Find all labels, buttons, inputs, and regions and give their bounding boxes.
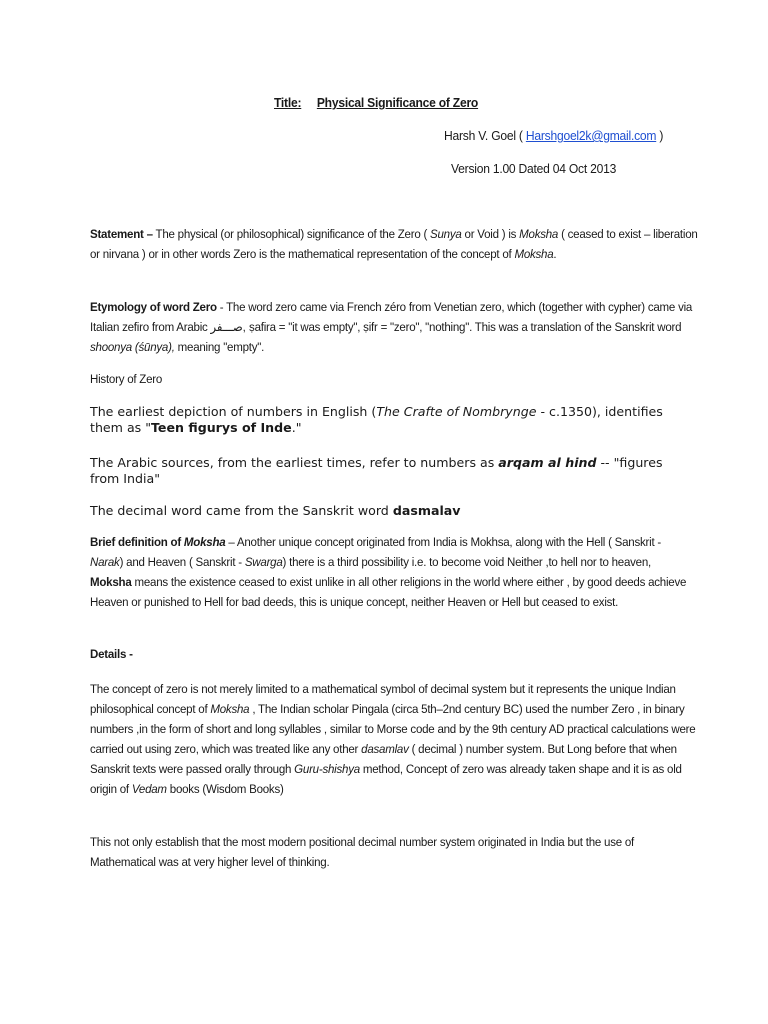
history-p3-text-1: The decimal word came from the Sanskrit word bbox=[90, 503, 393, 518]
history-heading: History of Zero bbox=[90, 372, 163, 386]
brief-text-2: ) and Heaven ( Sanskrit - bbox=[119, 555, 245, 569]
arabic-word: صـــفر bbox=[210, 320, 243, 334]
history-paragraph-3 bbox=[90, 503, 690, 519]
narak-term: Narak bbox=[90, 555, 120, 569]
etymology-label: Etymology of word Zero bbox=[90, 300, 217, 314]
author-line bbox=[444, 128, 663, 143]
teen-figurys-term: Teen figurys of Inde bbox=[151, 420, 292, 435]
document-title bbox=[274, 95, 478, 110]
history-p1-text-3: ." bbox=[291, 420, 302, 435]
history-p2-text-2: -- "figures from India" bbox=[90, 455, 663, 486]
brief-text-1: – Another unique concept originated from India is Mokhsa, along with the Hell ( Sanskrit - bbox=[225, 535, 661, 549]
etymology-text-1: - The word zero came via French zéro from Venetian zero, which (together with cypher) came via Italian zefiro from Arabic bbox=[90, 300, 693, 334]
dasamlav-term: dasamlav bbox=[361, 742, 409, 756]
moksha-term: Moksha bbox=[514, 247, 554, 261]
moksha-term: Moksha bbox=[90, 575, 132, 589]
moksha-term: Moksha bbox=[183, 535, 226, 549]
history-p1-text-2: - c.1350), identifies them as " bbox=[90, 404, 663, 435]
sunya-term: Sunya bbox=[430, 227, 462, 241]
book-title: The Crafte of Nombrynge bbox=[376, 404, 537, 419]
history-paragraph-2 bbox=[90, 455, 690, 487]
history-paragraph-1 bbox=[90, 404, 690, 436]
statement-text-4: . bbox=[553, 247, 557, 261]
details-paragraph-2: This not only establish that the most modern positional decimal number system originated in India but the use of Mathematical was at very higher level of thinking. bbox=[90, 835, 635, 869]
version-line: Version 1.00 Dated 04 Oct 2013 bbox=[451, 161, 617, 176]
brief-label: Brief definition of bbox=[90, 535, 184, 549]
details-p1-text-2: , The Indian scholar Pingala (circa 5th–2nd century BC) used the number Zero , in binary numbers ,in the form of short and long syllables , similar to Morse code and by the 9th century AD practical calculations were carried out using zero, which was treated like any other bbox=[90, 702, 696, 756]
swarga-term: Swarga bbox=[244, 555, 283, 569]
statement-paragraph bbox=[90, 224, 704, 264]
author-email-link[interactable]: Harshgoel2k@gmail.com bbox=[525, 128, 657, 143]
statement-text-2: or Void ) is bbox=[461, 227, 520, 241]
details-p1-text-3: ( decimal ) number system. But Long before that when Sanskrit texts were passed orally through bbox=[90, 742, 677, 776]
dasmalav-term: dasmalav bbox=[392, 503, 461, 518]
guru-shishya-term: Guru-shishya bbox=[294, 762, 360, 776]
history-p2-text-1: The Arabic sources, from the earliest times, refer to numbers as bbox=[90, 455, 499, 470]
statement-text-3: ( ceased to exist – liberation or nirvana ) or in other words Zero is the mathematical representation of the concept of bbox=[90, 227, 698, 261]
details-paragraph-1 bbox=[90, 679, 699, 799]
vedam-term: Vedam bbox=[131, 782, 167, 796]
history-p1-text-1: The earliest depiction of numbers in English ( bbox=[90, 404, 377, 419]
statement-label: Statement – bbox=[90, 227, 153, 241]
author-close: ) bbox=[659, 128, 664, 143]
details-heading-text: Details - bbox=[90, 647, 133, 661]
statement-text-1: The physical (or philosophical) significance of the Zero ( bbox=[152, 227, 431, 241]
brief-text-3: ) there is a third possibility i.e. to become void Neither ,to hell nor to heaven, bbox=[282, 555, 651, 569]
arqam-al-hind-term: arqam al hind bbox=[498, 455, 597, 470]
details-heading bbox=[90, 647, 133, 661]
title-label: Title: bbox=[274, 95, 302, 110]
moksha-term: Moksha bbox=[210, 702, 250, 716]
details-p1-text-1: The concept of zero is not merely limited to a mathematical symbol of decimal system but it represents the unique Indian philosophical concept of bbox=[90, 682, 676, 716]
title-text: Physical Significance of Zero bbox=[316, 95, 479, 110]
moksha-term: Moksha bbox=[519, 227, 559, 241]
shoonya-term: shoonya (śūnya), bbox=[90, 340, 175, 354]
details-p1-text-5: books (Wisdom Books) bbox=[166, 782, 284, 796]
details-p1-text-4: method, Concept of zero was already taken shape and it is as old origin of bbox=[90, 762, 682, 796]
brief-text-4: means the existence ceased to exist unlike in all other religions in the world where either , by good deeds achieve Heaven or punished to Hell for bad deeds, this is unique concept, neither Heaven or Hell but ceased to exist. bbox=[90, 575, 687, 609]
etymology-text-2: , ṣafira = "it was empty", ṣifr = "zero", "nothing". This was a translation of the Sanskrit word bbox=[242, 320, 682, 334]
etymology-paragraph bbox=[90, 297, 695, 357]
etymology-text-3: meaning "empty". bbox=[174, 340, 265, 354]
brief-definition-paragraph bbox=[90, 532, 695, 612]
author-name: Harsh V. Goel ( bbox=[444, 128, 523, 143]
